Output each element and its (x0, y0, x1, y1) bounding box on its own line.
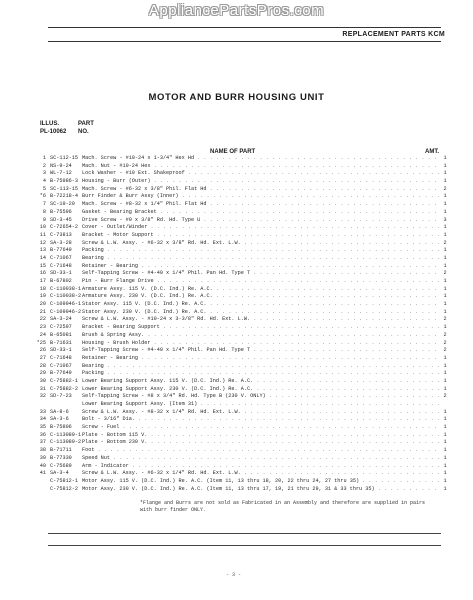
part-qty: 2 (443, 347, 447, 354)
parts-row (30, 186, 450, 194)
part-qty: 1 (443, 301, 447, 308)
part-name: Self-Tapping Screw - #8 x 3/4" Rd. Hd. Type B (230 V. ONLY) . . . (82, 393, 440, 401)
part-name: Plate - Bottom 115 V. . . . (82, 432, 440, 440)
part-qty: 1 (443, 293, 447, 300)
parts-row (30, 170, 450, 178)
col-head-name: NAME OF PART (210, 149, 256, 155)
col-head-part (78, 120, 94, 136)
parts-row (30, 393, 450, 401)
part-qty: 1 (443, 408, 447, 415)
part-illus-number: 19 (39, 293, 46, 300)
part-name: Self-Tapping Screw - #4-40 x 1/4" Phil. Pan Hd. Type T . . . (82, 347, 440, 355)
part-name: Plate - Bottom 230 V. . . . (82, 439, 440, 447)
part-illus-number: 12 (39, 239, 46, 246)
part-illus-number: 31 (39, 385, 46, 392)
parts-row (30, 278, 450, 286)
part-qty: 1 (443, 454, 447, 461)
part-number: C-113089-2 (50, 439, 82, 446)
part-name: Drive Screw - #0 x 3/8" Rd. Hd. Type U . . . (82, 217, 440, 225)
parts-row (30, 201, 450, 209)
part-number: C-109946-1 (50, 301, 82, 308)
part-number: SA-3-4 (50, 470, 69, 477)
part-number: C-75882-1 (50, 377, 79, 384)
part-number: C-73813 (50, 231, 72, 238)
part-qty: 2 (443, 316, 447, 323)
part-qty: 1 (443, 262, 447, 269)
part-name: Packing . . . (82, 247, 440, 255)
parts-row (30, 455, 450, 463)
part-name: Self-Tapping Screw - #4-40 x 1/4" Phil. Pan Hd. Type T . . . (82, 270, 440, 278)
part-number: SA-8-6 (50, 408, 69, 415)
col-illus-label: ILLUS. (40, 121, 59, 127)
part-name: Lower Bearing Support Assy. (Item 31) . . . (82, 401, 440, 409)
part-illus-number: 35 (39, 424, 46, 431)
header-label: REPLACEMENT PARTS KCM (342, 31, 445, 38)
part-illus-number: 20 (39, 301, 46, 308)
part-qty: 2 (443, 270, 447, 277)
part-illus-number: 32 (39, 393, 46, 400)
parts-row (30, 240, 450, 248)
part-number: SA-3-28 (50, 239, 72, 246)
part-name: Housing - Burr (Outer) . . . (82, 178, 440, 186)
part-name: Foot . . . (82, 447, 440, 455)
part-number: C-75882-2 (50, 385, 79, 392)
part-illus-number: 18 (39, 285, 46, 292)
part-qty: 2 (443, 239, 447, 246)
part-name: Lock Washer - #10 Ext. Shakeproof . . . (82, 170, 440, 178)
parts-row (30, 247, 450, 255)
parts-row (30, 324, 450, 332)
part-qty: 1 (443, 370, 447, 377)
footer-rule (48, 533, 441, 534)
part-name: Retainer - Bearing . . . (82, 263, 440, 271)
part-illus-number: 5 (42, 185, 46, 192)
part-number: C-71067 (50, 254, 72, 261)
part-qty: 1 (443, 285, 447, 292)
parts-row (30, 439, 450, 447)
part-illus-number: 40 (39, 462, 46, 469)
part-illus-number: 3 (42, 170, 46, 177)
part-name: Armature Assy. 115 V. (D.C. Ind.) Re. A.C. . . . (82, 286, 440, 294)
part-illus-number: 9 (42, 216, 46, 223)
parts-row (30, 378, 450, 386)
part-qty: 2 (443, 331, 447, 338)
part-name: Bearing . . . (82, 255, 440, 263)
part-number: B-77330 (50, 454, 72, 461)
part-number: B-71631 (50, 339, 72, 346)
part-qty: 2 (443, 393, 447, 400)
part-qty: 1 (443, 224, 447, 231)
part-name: Screw & L.W. Assy. - #6-32 x 3/8" Rd. Hd. Ext. L.W. . . . (82, 240, 440, 248)
part-number: NS-9-24 (50, 162, 72, 169)
part-illus-number: 1 (42, 155, 46, 161)
part-name: Screw & L.W. Assy. - #10-24 x 3-3/8" Rd. Hd. Ext. L.W. . . . (82, 316, 440, 324)
part-illus-number: 26 (39, 347, 46, 354)
part-illus-number: 34 (39, 416, 46, 423)
part-illus-number (30, 401, 50, 409)
part-qty: 1 (443, 477, 447, 484)
part-name: Screw - Fuel . . . (82, 424, 440, 432)
part-number: B-75986-3 (50, 178, 79, 185)
part-number: C-71648 (50, 354, 72, 361)
part-number: C-72597 (50, 324, 72, 331)
parts-row (30, 363, 450, 371)
part-qty: 1 (443, 247, 447, 254)
part-qty: 1 (443, 155, 447, 161)
footer-rule-2 (48, 545, 441, 546)
part-number: SD-33-1 (50, 347, 72, 354)
part-number: B-77649 (50, 247, 72, 254)
col-head-amt: AMT. (425, 149, 439, 155)
part-illus-number (30, 478, 50, 486)
part-number: B-75596 (50, 208, 72, 215)
part-number: SC-19-20 (50, 201, 75, 208)
part-number: SC-113-15 (50, 185, 79, 192)
part-illus-number: 30 (39, 377, 46, 384)
part-name: Burr Finder & Burr Assy (Inner) . . . (82, 193, 440, 201)
parts-row (30, 224, 450, 232)
part-name: Screw & L.W. Assy. - #6-32 x 1/4" Rd. Hd. Ext. L.W. . . . (82, 470, 440, 478)
part-illus-number: 24 (39, 331, 46, 338)
part-qty: 1 (443, 201, 447, 208)
part-number: SA-3-6 (50, 416, 69, 423)
part-illus-number: 16 (39, 270, 46, 277)
parts-row (30, 163, 450, 171)
part-qty: 1 (443, 462, 447, 469)
part-number: C-113089-1 (50, 431, 82, 438)
part-illus-number: 38 (39, 447, 46, 454)
parts-row (30, 355, 450, 363)
part-qty: 1 (443, 208, 447, 215)
part-qty: 1 (443, 431, 447, 438)
parts-row (30, 347, 450, 355)
parts-row (30, 217, 450, 225)
part-number: C-109946-2 (50, 308, 82, 315)
part-name: Pin - Burr Flange Drive . . . (82, 278, 440, 286)
part-name: Armature Assy. 230 V. (D.C. Ind.) Re. A.C. . . . (82, 293, 440, 301)
parts-row (30, 193, 450, 201)
part-name: Speed Nut . . . (82, 455, 440, 463)
footnote: *Flange and Burrs are not sold as Fabricated in an Assembly and therefore are supplied in pairs with burr finder ONLY. (140, 500, 426, 513)
part-qty: 1 (443, 439, 447, 446)
parts-row (30, 293, 450, 301)
part-name: Mach. Nut - #10-24 Hex . . . (82, 163, 440, 171)
part-name: Gasket - Bearing Bracket . . . (82, 209, 440, 217)
part-number: B-67802 (50, 278, 72, 284)
parts-row (30, 486, 450, 494)
part-number: SD-33-1 (50, 270, 72, 277)
part-number: B-72218-4 (50, 193, 79, 200)
part-name: Motor Assy. 230 V. (D.C. Ind.) Re. A.C. (Item 11, 13 thru 17, 19, 21 thru 29, 31 & 33 thru 35) . . . (82, 486, 440, 494)
part-number: SD-3-45 (50, 216, 72, 223)
part-name: Bolt - 3/16" Dia. . . . (82, 416, 440, 424)
parts-row (30, 424, 450, 432)
parts-row (30, 232, 450, 240)
part-illus-number: 14 (39, 254, 46, 261)
header-rule-bottom (48, 41, 441, 42)
part-qty: 1 (443, 278, 447, 284)
part-name: Arm - Indicator . . . (82, 463, 440, 471)
part-illus-number: 41 (39, 470, 46, 477)
part-illus-number: 21 (39, 308, 46, 315)
part-illus-number (30, 486, 50, 494)
part-illus-number: 15 (39, 262, 46, 269)
part-number: B-71711 (50, 447, 72, 454)
parts-row (30, 409, 450, 417)
part-number: C-75689 (50, 462, 72, 469)
parts-row (30, 316, 450, 324)
part-qty: 1 (443, 485, 447, 492)
part-name: Mach. Screw - #6-32 x 3/8" Phil. Flat Hd . . . (82, 186, 440, 194)
parts-row (30, 263, 450, 271)
part-qty: 1 (443, 170, 447, 177)
part-number: SD-7-23 (50, 393, 72, 400)
part-name: Housing - Brush Holder . . . (82, 340, 440, 348)
part-name: Packing . . . (82, 370, 440, 378)
part-qty: 1 (443, 385, 447, 392)
part-name: Motor Assy. 115 V. (D.C. Ind.) Re. A.C. (Item 11, 13 thru 18, 20, 22 thru 24, 27 thru 35) . . . (82, 478, 440, 486)
part-illus-number: 13 (39, 247, 46, 254)
part-illus-number: *25 (36, 339, 46, 346)
part-illus-number: 2 (42, 162, 46, 169)
part-illus-number: 10 (39, 224, 46, 231)
part-number: SA-3-24 (50, 316, 72, 323)
part-name: Screw & L.W. Assy. - #8-32 x 1/4" Rd. Hd. Ext. L.W. . . . (82, 409, 440, 417)
col-part-label: PART (78, 121, 94, 127)
parts-row (30, 270, 450, 278)
part-illus-number: 11 (39, 231, 46, 238)
page-title: MOTOR AND BURR HOUSING UNIT (148, 92, 325, 103)
part-illus-number: 28 (39, 362, 46, 369)
parts-row (30, 463, 450, 471)
part-illus-number: *6 (39, 193, 46, 200)
part-illus-number: 4 (42, 178, 46, 185)
part-name: Mach. Screw - #8-32 x 1/4" Phil. Flat Hd . . . (82, 201, 440, 209)
parts-row (30, 286, 450, 294)
part-qty: 1 (443, 324, 447, 331)
part-qty: 1 (443, 377, 447, 384)
part-qty: 1 (443, 231, 447, 238)
part-name: Stator Assy. 115 V. (D.C. Ind.) Re. A.C. . . . (82, 301, 440, 309)
col-part-no-label: NO. (78, 129, 89, 135)
header-rule-top (48, 27, 441, 28)
part-name: Lower Bearing Support Assy. 230 V. (D.C. Ind.) Re. A.C. . . . (82, 386, 440, 394)
part-illus-number: 8 (42, 208, 46, 215)
parts-row (30, 255, 450, 263)
part-illus-number: 39 (39, 454, 46, 461)
part-illus-number: 33 (39, 408, 46, 415)
part-illus-number: 17 (39, 278, 46, 284)
part-number: B-77649 (50, 370, 72, 377)
parts-row (30, 155, 450, 163)
part-number: C-75812-2 (50, 485, 79, 492)
part-name: Bracket - Motor Support . . . (82, 232, 440, 240)
parts-list (30, 155, 450, 493)
part-qty: 1 (443, 308, 447, 315)
part-qty (440, 401, 450, 409)
part-name: Cover - Outlet/Winder . . . (82, 224, 440, 232)
parts-row (30, 432, 450, 440)
parts-row (30, 209, 450, 217)
part-name: Stator Assy. 230 V. (D.C. Ind.) Re. A.C. . . . (82, 309, 440, 317)
col-illus-form: PL-10062 (40, 129, 67, 135)
part-illus-number: 27 (39, 354, 46, 361)
part-qty: 1 (443, 447, 447, 454)
part-qty: 1 (443, 178, 447, 185)
page-number: - 3 - (226, 572, 242, 578)
part-number: C-110038-1 (50, 285, 82, 292)
part-qty: 2 (443, 339, 447, 346)
part-qty: 3 (443, 216, 447, 223)
part-qty: 2 (443, 185, 447, 192)
col-head-illus (40, 120, 66, 136)
part-name: Mach. Screw - #10-24 x 1-3/4" Hex Hd . . . (82, 155, 440, 163)
part-qty: 1 (443, 254, 447, 261)
parts-row (30, 301, 450, 309)
part-illus-number: 22 (39, 316, 46, 323)
part-name: Lower Bearing Support Assy. 115 V. (D.C. Ind.) Re. A.C. . . . (82, 378, 440, 386)
part-qty: 1 (443, 470, 447, 477)
part-name: Bracket - Bearing Support . . . (82, 324, 440, 332)
parts-row (30, 309, 450, 317)
parts-row (30, 470, 450, 478)
part-number: C-72654-2 (50, 224, 79, 231)
parts-row (30, 370, 450, 378)
part-illus-number: 23 (39, 324, 46, 331)
part-qty: 1 (443, 362, 447, 369)
part-qty: 1 (443, 193, 447, 200)
parts-row (30, 416, 450, 424)
parts-row (30, 386, 450, 394)
part-number: C-110038-2 (50, 293, 82, 300)
parts-row (30, 401, 450, 409)
part-illus-number: 7 (42, 201, 46, 208)
parts-row (30, 340, 450, 348)
part-qty: 1 (443, 424, 447, 431)
part-number: B-75806 (50, 424, 72, 431)
part-name: Brush & Spring Assy. . . . (82, 332, 440, 340)
parts-row (30, 447, 450, 455)
part-number (50, 401, 82, 409)
part-illus-number: 36 (39, 431, 46, 438)
part-illus-number: 37 (39, 439, 46, 446)
part-qty: 1 (443, 416, 447, 423)
watermark: AppliancePartsPros.com (148, 2, 325, 19)
part-number: B-65081 (50, 331, 72, 338)
parts-row (30, 178, 450, 186)
part-number: C-71648 (50, 262, 72, 269)
part-illus-number: 29 (39, 370, 46, 377)
parts-row (30, 478, 450, 486)
part-number: C-71067 (50, 362, 72, 369)
part-qty: 1 (443, 162, 447, 169)
part-name: Retainer - Bearing . . . (82, 355, 440, 363)
part-qty: 1 (443, 354, 447, 361)
parts-row (30, 332, 450, 340)
part-name: Bearing . . . (82, 363, 440, 371)
part-number: WL-7-12 (50, 170, 72, 177)
part-number: C-75812-1 (50, 477, 79, 484)
part-number: SC-112-15 (50, 155, 79, 161)
